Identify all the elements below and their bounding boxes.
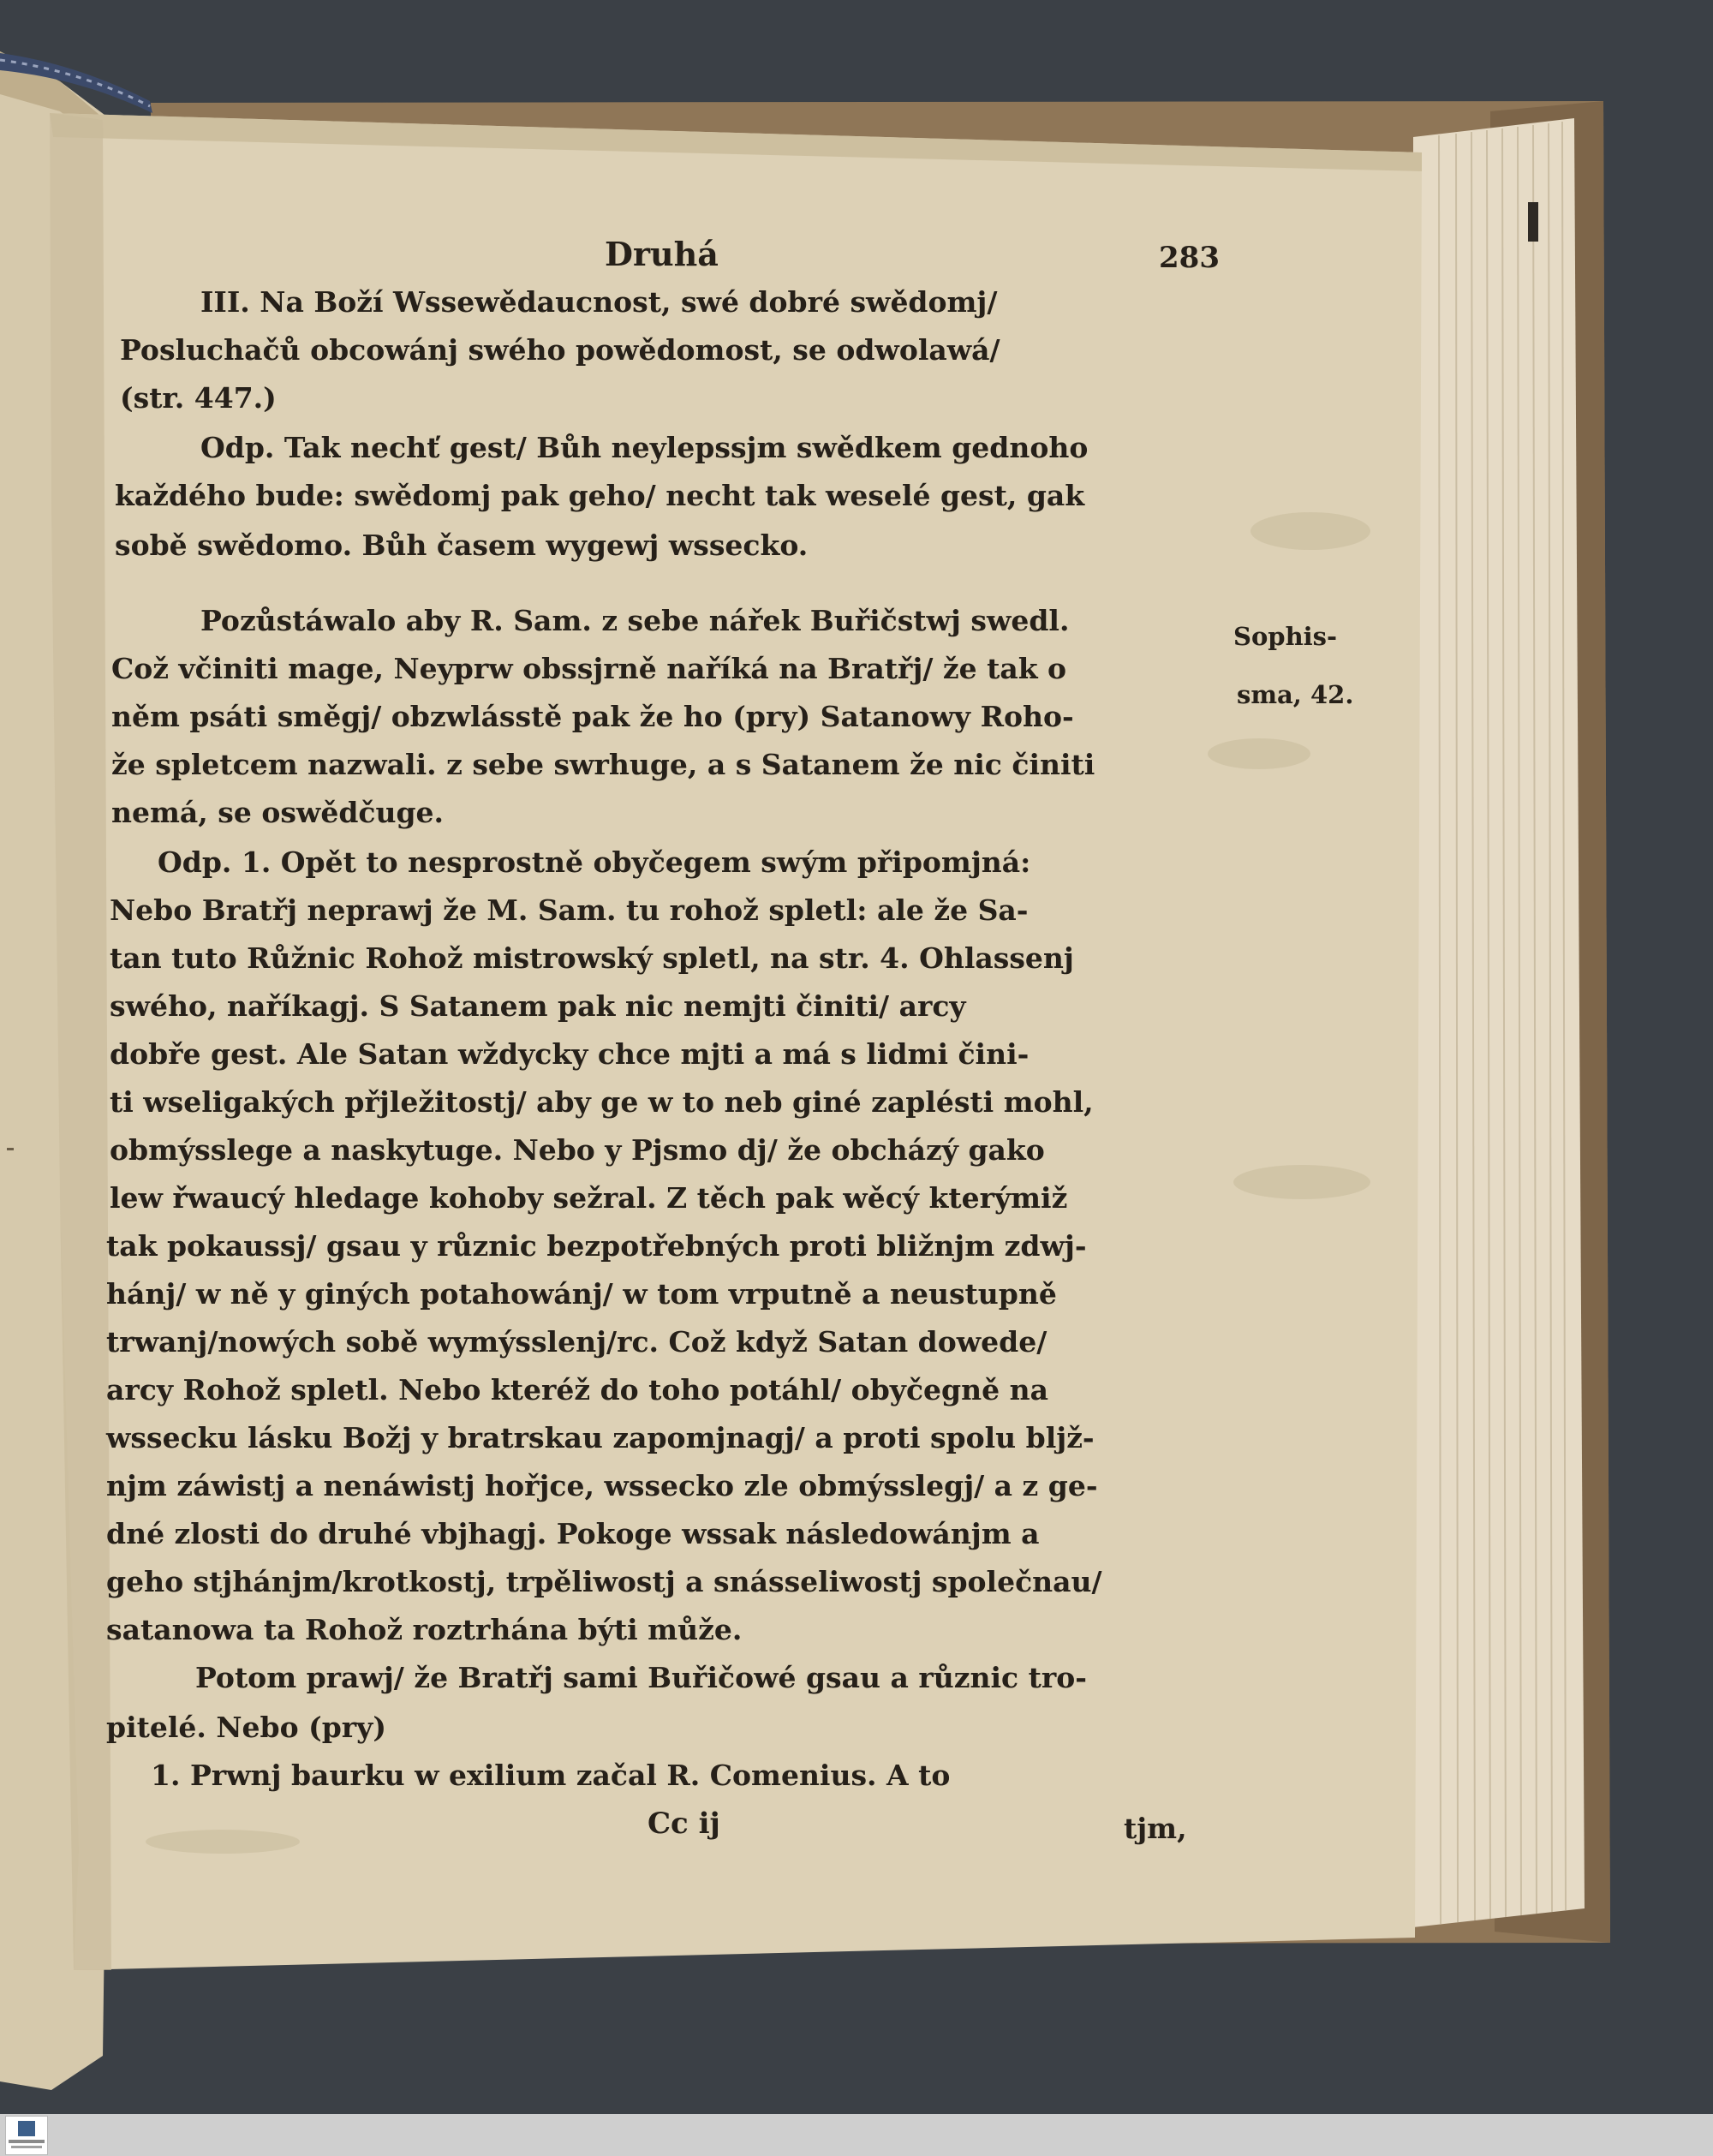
text-line: satanowa ta Rohož roztrhána býti může. [106,1613,743,1646]
catchword: tjm, [1124,1812,1187,1845]
text-line: něm psáti směgj/ obzwlásstě pak že ho (pry) Satanowy Roho- [111,700,1074,733]
text-line: pitelé. Nebo (pry) [106,1711,386,1744]
text-line: (str. 447.) [120,381,277,415]
signature-mark: Cc ij [648,1807,720,1841]
text-line: obmýsslege a naskytuge. Nebo y Pjsmo dj/ že obcházý gako [110,1133,1045,1167]
marginal-note-line: sma, 42. [1237,680,1354,709]
viewer-footer-bar [0,2114,1713,2156]
library-logo [5,2116,48,2155]
text-line: Což včiniti mage, Neyprw obssjrně naříká na Bratřj/ že tak o [111,652,1067,685]
text-line: Pozůstáwalo aby R. Sam. z sebe nářek Buřičstwj swedl. [200,604,1070,637]
text-line: tan tuto Růžnic Rohož mistrowský spletl, na str. 4. Ohlassenj [110,941,1074,975]
text-line: dobře gest. Ale Satan wždycky chce mjti a má s lidmi čini- [110,1037,1030,1071]
text-line: ti wseligakých přjležitostj/ aby ge w to neb giné zaplésti mohl, [110,1085,1094,1119]
text-line: III. Na Boží Wssewědaucnost, swé dobré swědomj/ [200,285,998,319]
running-head: Druhá [605,235,719,273]
logo-caption-bar [11,2146,42,2148]
text-line: arcy Rohož spletl. Nebo kteréž do toho potáhl/ obyčegně na [106,1373,1048,1406]
text-line: Potom prawj/ že Bratřj sami Buřičowé gsau a různic tro- [195,1661,1087,1694]
margin-mark [7,1148,14,1150]
text-line: tak pokaussj/ gsau y různic bezpotřebných proti bližnjm zdwj- [106,1229,1087,1263]
page-number: 283 [1159,241,1220,275]
text-line: Nebo Bratřj neprawj že M. Sam. tu rohož spletl: ale že Sa- [110,893,1029,927]
text-line: swého, naříkagj. S Satanem pak nic nemjti činiti/ arcy [110,989,966,1023]
text-line: každého bude: swědomj pak geho/ necht tak weselé gest, gak [115,479,1085,512]
text-line: geho stjhánjm/krotkostj, trpěliwostj a snásseliwostj společnau/ [106,1565,1102,1598]
library-logo-icon [18,2121,35,2136]
index-tab [1528,202,1538,242]
text-line: wssecku lásku Božj y bratrskau zapomjnagj/ a proti spolu bljž- [106,1421,1095,1454]
text-line: dné zlosti do druhé vbjhagj. Pokoge wssak následowánjm a [106,1517,1040,1550]
logo-caption-bar [9,2140,45,2143]
text-line: nemá, se oswědčuge. [111,796,445,829]
text-line: hánj/ w ně y giných potahowánj/ w tom vrputně a neustupně [106,1277,1057,1311]
text-line: njm záwistj a nenáwistj hořjce, wssecko zle obmýsslegj/ a z ge- [106,1469,1098,1502]
marginal-note-line: Sophis- [1233,622,1338,651]
text-line: trwanj/nowých sobě wymýsslenj/rc. Což když Satan dowede/ [106,1325,1047,1359]
text-line: sobě swědomo. Bůh časem wygewj wssecko. [115,529,809,562]
text-line: 1. Prwnj baurku w exilium začal R. Comenius. A to [151,1759,951,1792]
text-line: lew řwaucý hledage kohoby sežral. Z těch pak wěcý kterýmiž [110,1181,1068,1215]
text-line: Posluchačů obcowánj swého powědomost, se odwolawá/ [120,333,1000,367]
text-line: že spletcem nazwali. z sebe swrhuge, a s Satanem že nic činiti [111,748,1095,781]
text-line: Odp. 1. Opět to nesprostně obyčegem swým připomjná: [158,845,1031,879]
text-line: Odp. Tak nechť gest/ Bůh neylepssjm swědkem gednoho [200,431,1089,464]
